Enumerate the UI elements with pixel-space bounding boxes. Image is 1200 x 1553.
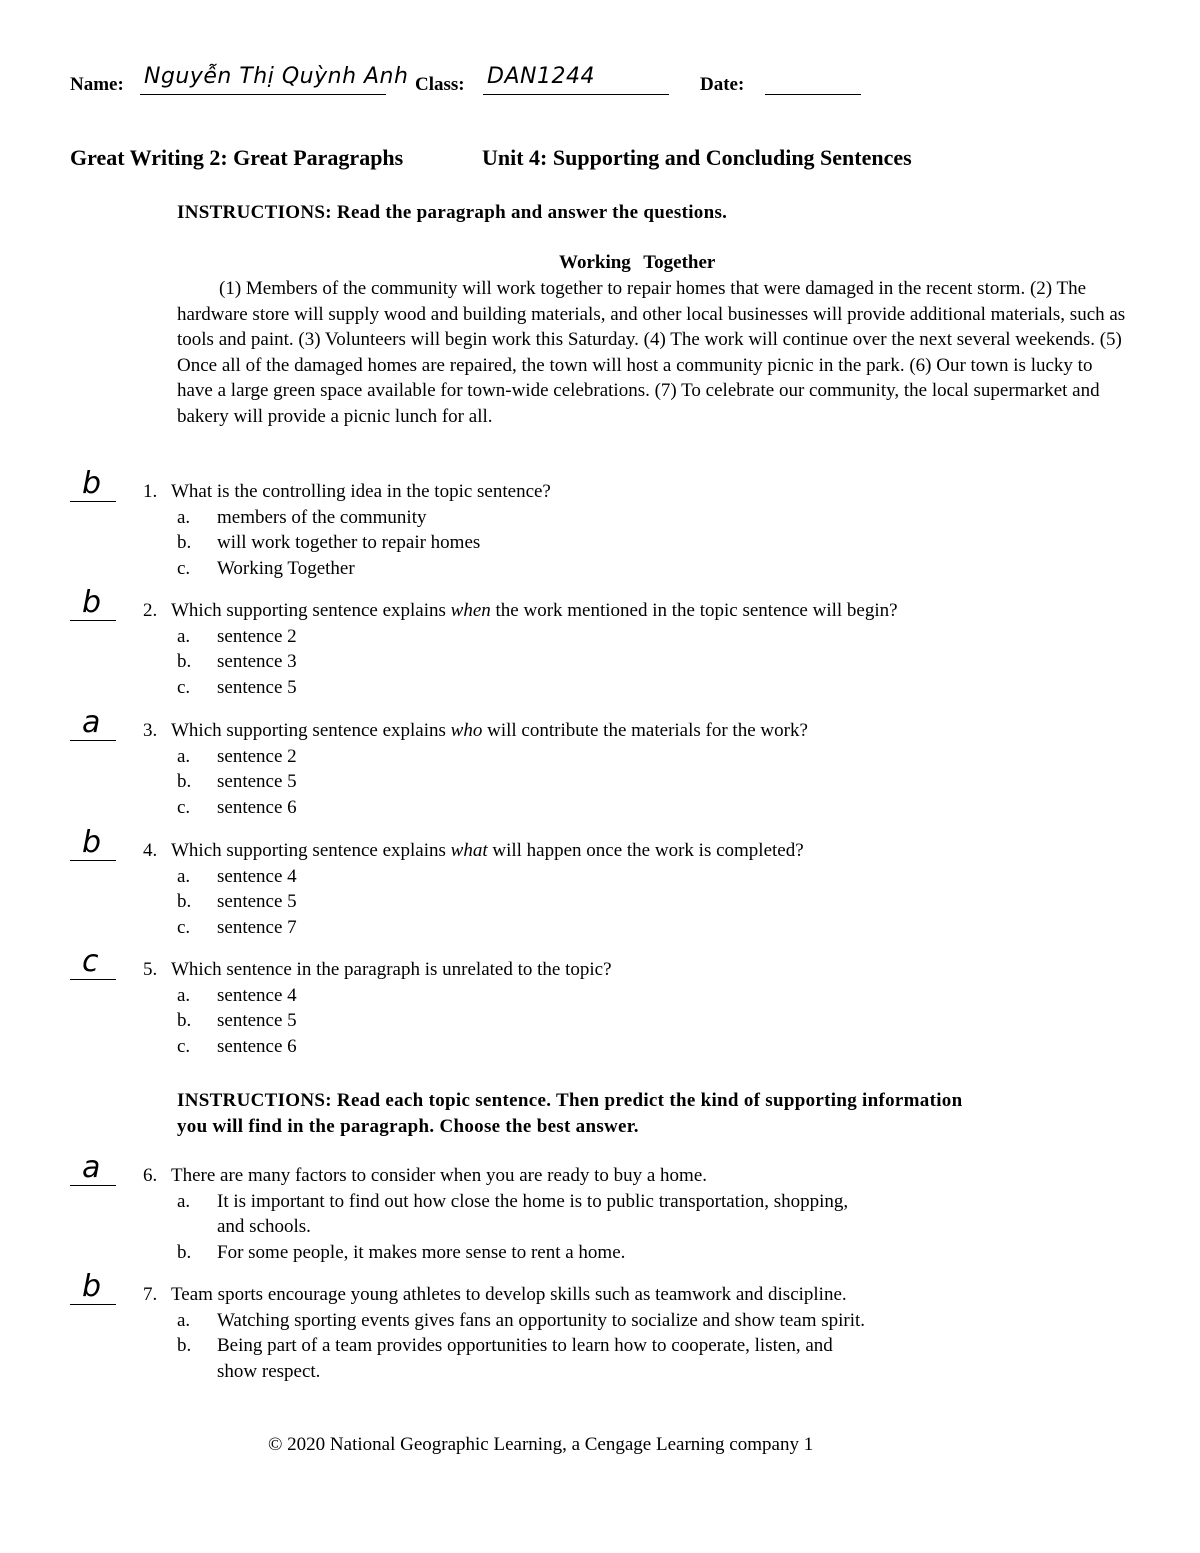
option-letter: a. [177,1190,191,1212]
option-letter: c. [177,916,191,938]
option-text: Watching sporting events gives fans an opportunity to socialize and show team spirit. [217,1309,866,1331]
option-letter: c. [177,1035,191,1057]
unit-title: Unit 4: Supporting and Concluding Sentences [482,145,912,170]
question-text: Which supporting sentence explains when the work mentioned in the topic sentence will begin? [171,600,898,621]
option-text: For some people, it makes more sense to rent a home. [217,1241,626,1263]
option-text: sentence 7 [217,916,297,938]
answer-blank[interactable] [70,705,116,741]
class-value: DAN1244 [487,64,595,89]
question-text: Which supporting sentence explains what will happen once the work is completed? [171,840,804,861]
option-letter: a. [177,745,191,767]
option-text: sentence 4 [217,984,297,1006]
option-text: sentence 3 [217,651,297,673]
option-letter: c. [177,796,191,818]
option-text: sentence 5 [217,891,297,913]
handwritten-answer: a [82,705,101,740]
option-letter: b. [177,771,192,793]
question-number: 1. [143,481,158,502]
option-letter: c. [177,557,191,579]
question-text: What is the controlling idea in the topic sentence? [171,481,551,502]
question-number: 5. [143,959,158,980]
question-number: 7. [143,1284,158,1305]
option-text: Working Together [217,557,355,579]
copyright-footer: © 2020 National Geographic Learning, a Cengage Learning company 1 [268,1434,814,1455]
option-text: It is important to find out how close the home is to public transportation, shopping, [217,1190,849,1212]
question-number: 3. [143,720,158,741]
option-letter: b. [177,1335,192,1357]
option-letter: c. [177,676,191,698]
name-label: Name: [70,74,124,95]
handwritten-answer: c [82,944,99,979]
answer-blank[interactable] [70,944,116,980]
option-text: will work together to repair homes [217,532,481,554]
question-emphasis: what [450,840,488,861]
option-letter: a. [177,865,191,887]
question-number: 2. [143,600,158,621]
option-text: sentence 6 [217,1035,297,1057]
option-text: sentence 4 [217,865,297,887]
date-label: Date: [700,74,745,95]
class-label: Class: [415,74,465,95]
passage-text: (1) Members of the community will work together to repair homes that were damaged in the recent storm. (2) The hardware store will supply wood and building materials, and other local businesses will provide additional materials, such as tools and paint. (3) Volunteers will begin work this Saturday. (4) The work will continue over the next several weekends. (5) Once all of the damaged homes are repaired, the town will host a community picnic in the park. (6) Our town is lucky to have a large green space available for town-wide celebrations. (7) To celebrate our community, the local supermarket and bakery will provide a picnic lunch for all. [177,278,1126,427]
option-text: sentence 5 [217,1010,297,1032]
option-text: members of the community [217,506,427,528]
book-title: Great Writing 2: Great Paragraphs [70,145,404,170]
answer-blank[interactable] [70,825,116,861]
option-text: sentence 5 [217,771,297,793]
instructions-predict [177,1088,962,1140]
option-letter: b. [177,532,192,554]
option-text: sentence 2 [217,745,297,767]
handwritten-answer: b [82,585,102,620]
instructions-predict-line-2: you will find in the paragraph. Choose the best answer. [177,1116,639,1137]
option-text-continued: show respect. [217,1360,321,1382]
option-letter: b. [177,651,192,673]
date-field[interactable] [765,66,861,95]
option-letter: a. [177,984,191,1006]
option-text: Being part of a team provides opportunities to learn how to cooperate, listen, and [217,1335,833,1357]
option-letter: b. [177,891,192,913]
name-field[interactable] [140,64,409,95]
instructions-predict-line-1: INSTRUCTIONS: Read each topic sentence. Then predict the kind of supporting information [177,1090,963,1111]
instructions-reading: INSTRUCTIONS: Read the paragraph and answer the questions. [177,202,728,223]
option-letter: a. [177,625,191,647]
question-text: Which supporting sentence explains who will contribute the materials for the work? [171,720,808,741]
answer-blank[interactable] [70,585,116,621]
handwritten-answer: b [82,1269,102,1304]
option-text: sentence 2 [217,625,297,647]
handwritten-answer: b [82,825,102,860]
option-text: sentence 5 [217,676,297,698]
question-text: Team sports encourage young athletes to develop skills such as teamwork and discipline. [171,1284,847,1305]
option-letter: b. [177,1010,192,1032]
option-text-continued: and schools. [217,1216,311,1238]
question-number: 6. [143,1165,158,1186]
question-emphasis: when [450,600,491,621]
option-letter: a. [177,1309,191,1331]
option-text: sentence 6 [217,796,297,818]
answer-blank[interactable] [70,1269,116,1305]
question-number: 4. [143,840,158,861]
question-emphasis: who [450,720,483,741]
question-text: There are many factors to consider when you are ready to buy a home. [171,1165,708,1186]
handwritten-answer: b [82,466,102,501]
handwritten-answer: a [82,1150,101,1185]
question-text: Which sentence in the paragraph is unrelated to the topic? [171,959,612,980]
answer-blank[interactable] [70,1150,116,1186]
passage-title: Working Together [559,252,716,273]
class-field[interactable] [483,66,669,95]
option-letter: a. [177,506,191,528]
name-value: Nguyễn Thị Quỳnh Anh [144,64,409,89]
answer-blank[interactable] [70,466,116,502]
option-letter: b. [177,1241,192,1263]
